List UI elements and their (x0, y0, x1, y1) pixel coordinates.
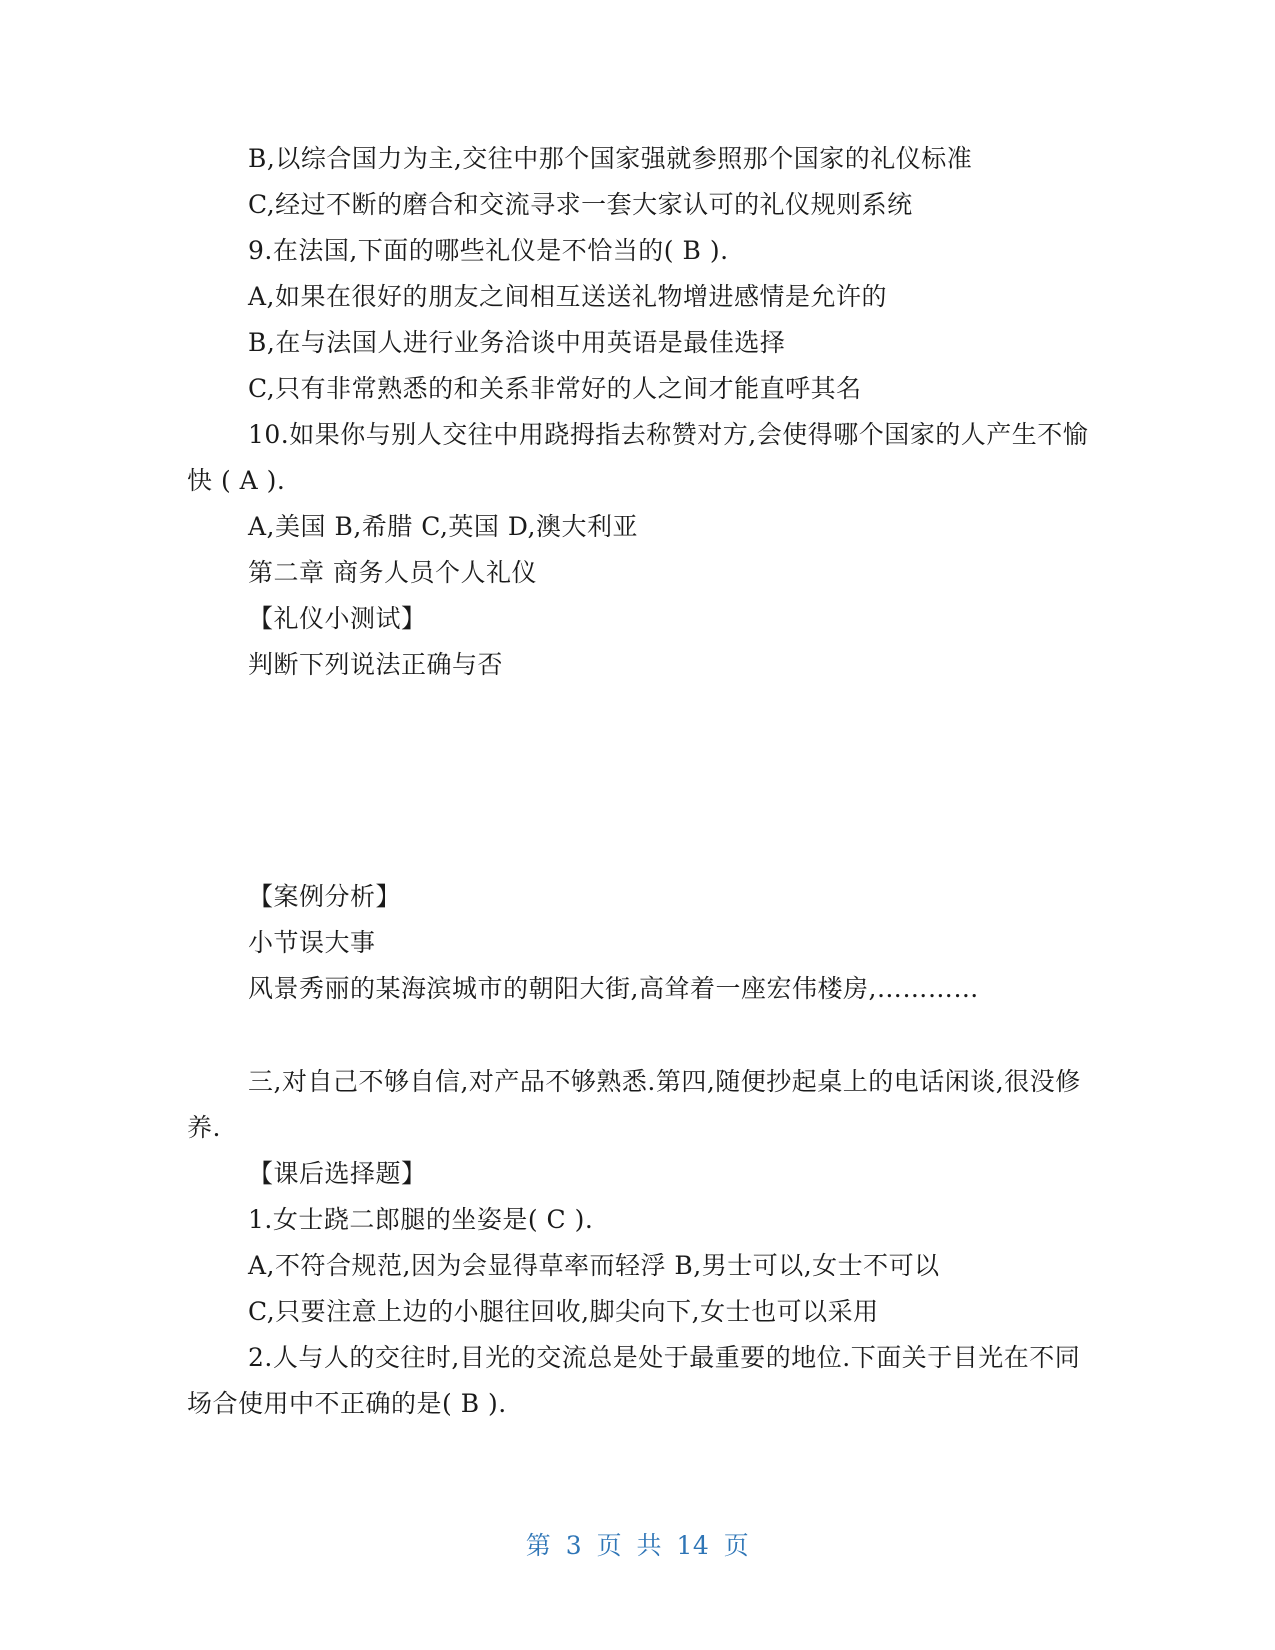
text-line: B,以综合国力为主,交往中那个国家强就参照那个国家的礼仪标准 (248, 144, 973, 173)
text-line: 判断下列说法正确与否 (248, 650, 504, 679)
text-line-continued: 养. (187, 1113, 221, 1142)
question-line: 9.在法国,下面的哪些礼仪是不恰当的( B ). (248, 236, 729, 265)
option-line: C,只要注意上边的小腿往回收,脚尖向下,女士也可以采用 (248, 1297, 879, 1326)
section-heading: 【礼仪小测试】 (248, 604, 427, 633)
text-line: 风景秀丽的某海滨城市的朝阳大街,高耸着一座宏伟楼房,………… (248, 974, 979, 1003)
chapter-heading: 第二章 商务人员个人礼仪 (248, 558, 537, 587)
question-line: 1.女士跷二郎腿的坐姿是( C ). (248, 1205, 594, 1234)
option-line: B,在与法国人进行业务洽谈中用英语是最佳选择 (248, 328, 786, 357)
question-line-continued: 快 ( A ). (187, 466, 286, 495)
option-line: A,如果在很好的朋友之间相互送送礼物增进感情是允许的 (248, 282, 888, 311)
page-footer: 第 3 页 共 14 页 (525, 1531, 750, 1560)
section-heading: 【案例分析】 (248, 882, 402, 911)
option-line: A,不符合规范,因为会显得草率而轻浮 B,男士可以,女士不可以 (248, 1251, 940, 1280)
case-title: 小节误大事 (248, 928, 376, 957)
option-line: A,美国 B,希腊 C,英国 D,澳大利亚 (248, 512, 638, 541)
question-line: 10.如果你与别人交往中用跷拇指去称赞对方,会使得哪个国家的人产生不愉 (248, 420, 1089, 449)
text-line: C,经过不断的磨合和交流寻求一套大家认可的礼仪规则系统 (248, 190, 913, 219)
text-line: 三,对自己不够自信,对产品不够熟悉.第四,随便抄起桌上的电话闲谈,很没修 (248, 1067, 1081, 1096)
section-heading: 【课后选择题】 (248, 1159, 427, 1188)
question-line-continued: 场合使用中不正确的是( B ). (187, 1389, 507, 1418)
option-line: C,只有非常熟悉的和关系非常好的人之间才能直呼其名 (248, 374, 862, 403)
question-line: 2.人与人的交往时,目光的交流总是处于最重要的地位.下面关于目光在不同 (248, 1343, 1081, 1372)
